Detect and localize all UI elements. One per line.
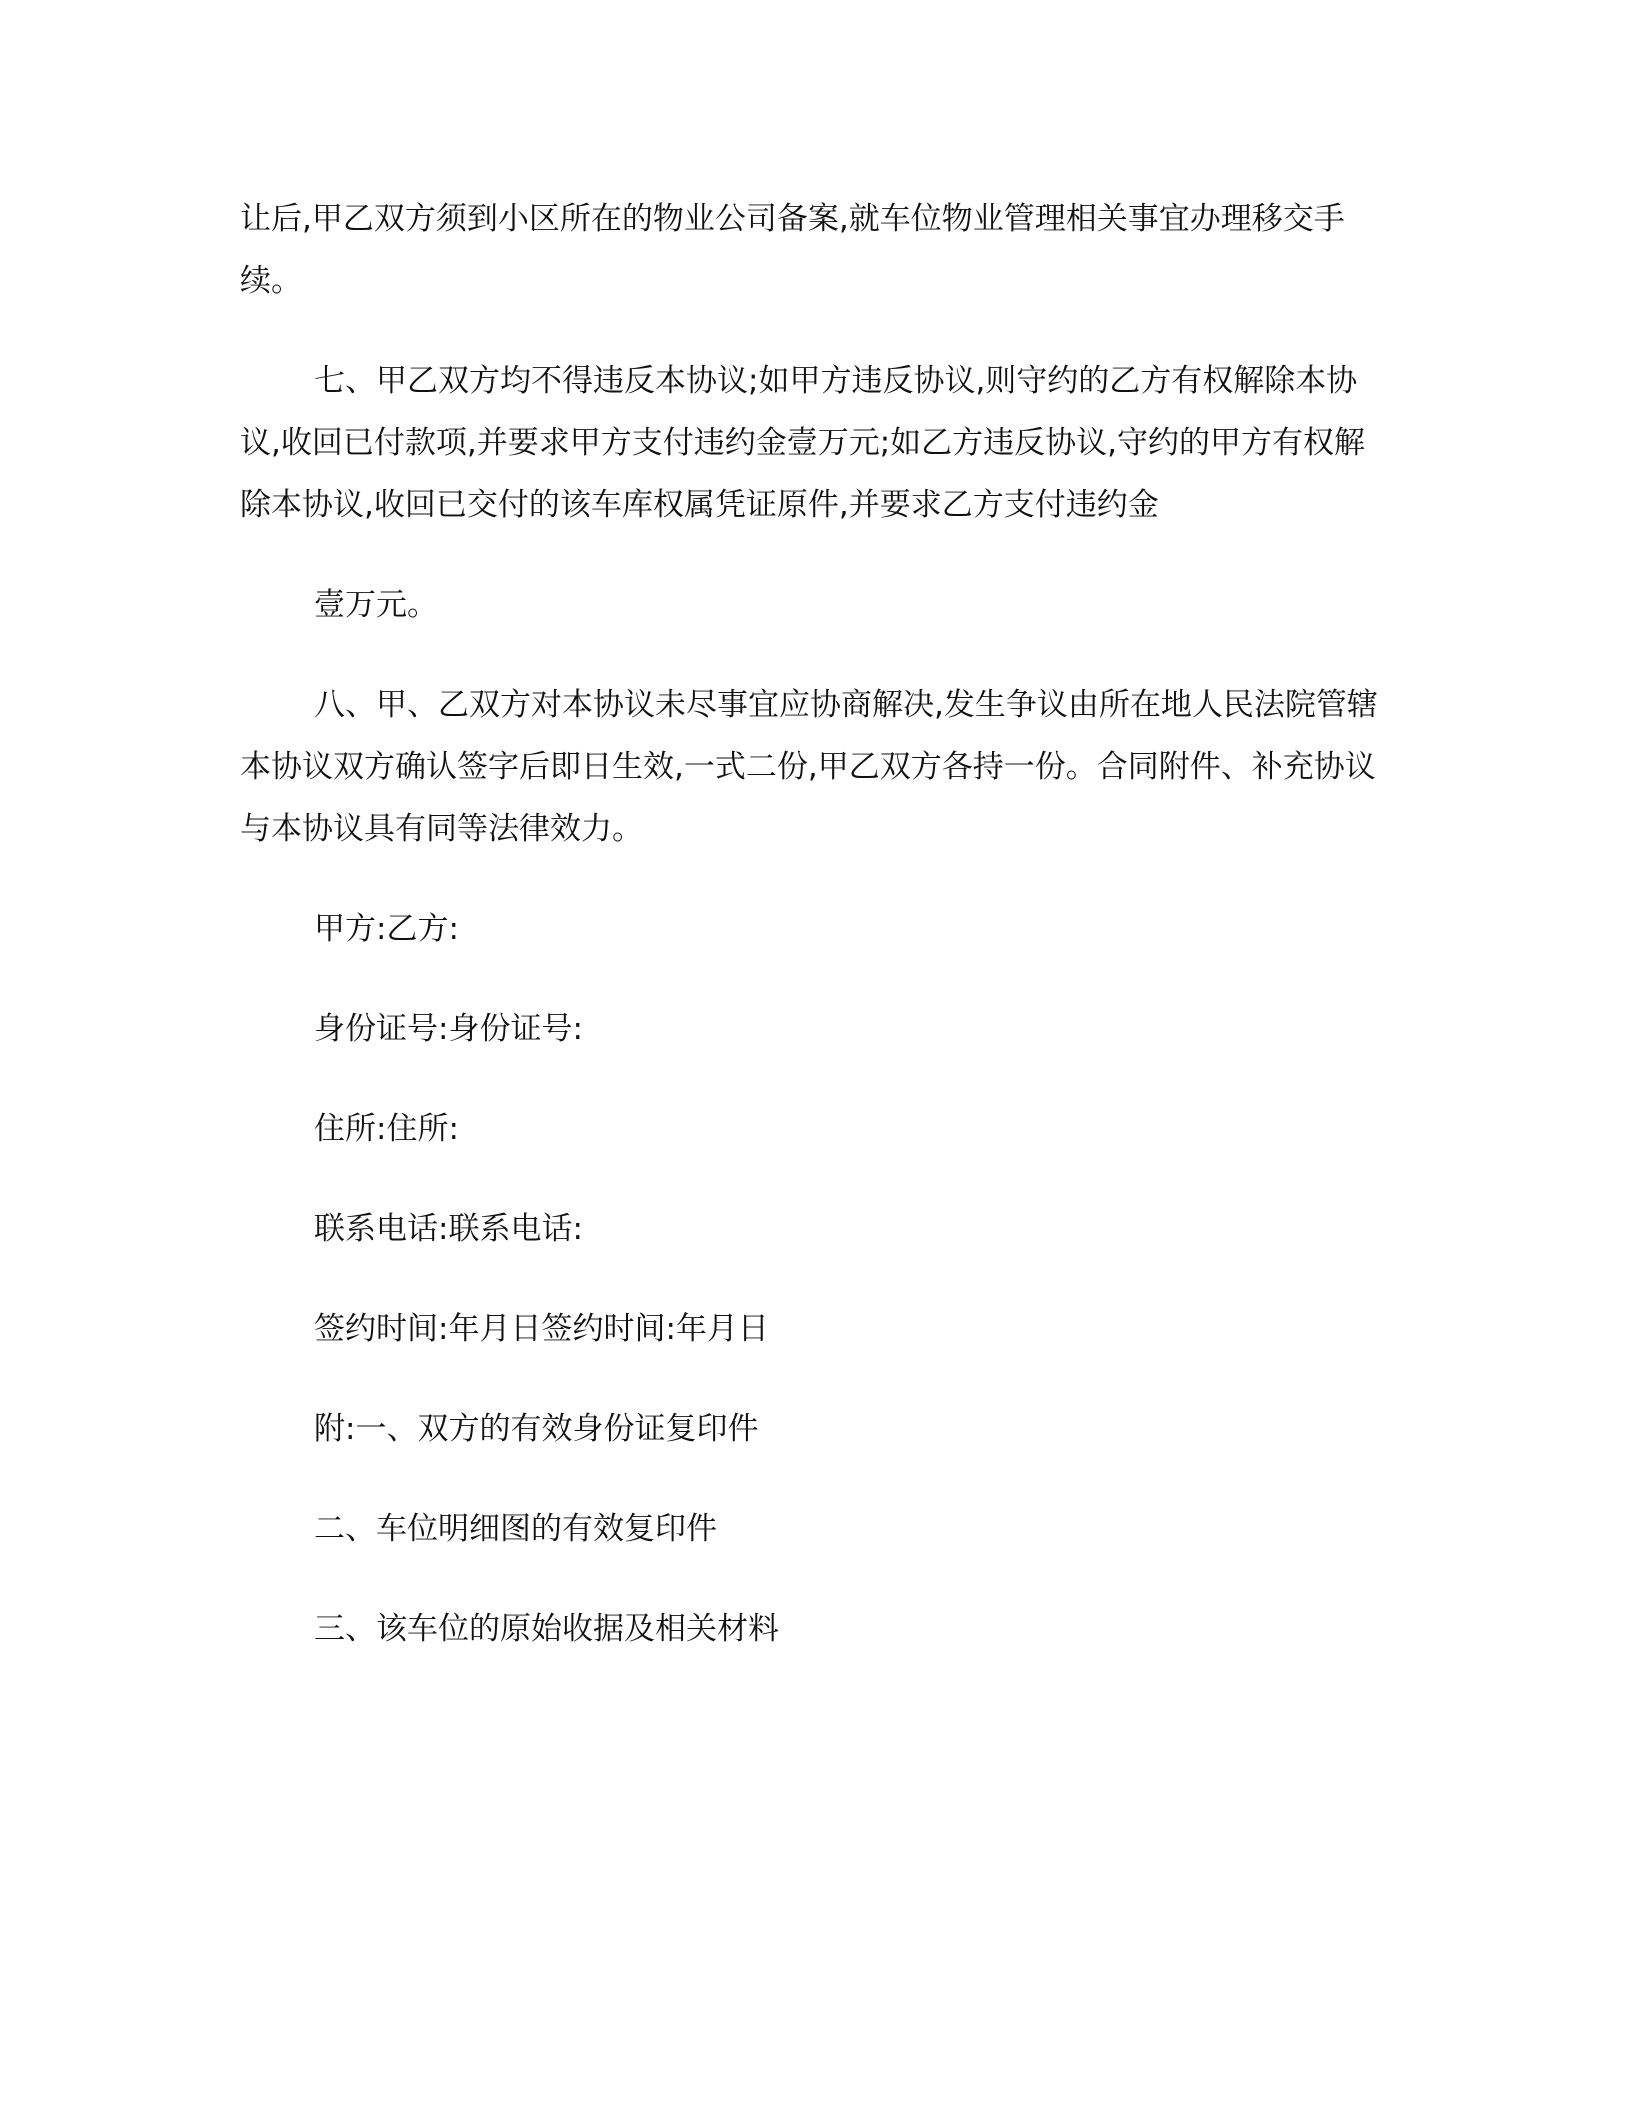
signature-phone-line: 联系电话:联系电话: bbox=[314, 1211, 583, 1247]
attachment-item-2: 二、车位明细图的有效复印件 bbox=[314, 1511, 717, 1547]
attachment-item-1: 附:一、双方的有效身份证复印件 bbox=[314, 1411, 759, 1447]
paragraph-gap bbox=[240, 1560, 1392, 1598]
paragraph-gap bbox=[240, 636, 1392, 674]
paragraph-gap bbox=[240, 1460, 1392, 1498]
document-body bbox=[240, 188, 1392, 1660]
paragraph-clause-7-continuation: 壹万元。 bbox=[314, 587, 438, 623]
paragraph-clause-7: 七、甲乙双方均不得违反本协议;如甲方违反协议,则守约的乙方有权解除本协议,收回已付款项,并要求甲方支付违约金壹万元;如乙方违反协议,守约的甲方有权解除本协议,收回已交付的该车库权属凭证原件,并要求乙方支付违约金 bbox=[240, 363, 1366, 523]
paragraph-gap bbox=[240, 960, 1392, 998]
paragraph-gap bbox=[240, 1260, 1392, 1298]
paragraph-gap bbox=[240, 860, 1392, 898]
paragraph-handover: 让后,甲乙双方须到小区所在的物业公司备案,就车位物业管理相关事宜办理移交手续。 bbox=[240, 201, 1345, 299]
signature-party-line: 甲方:乙方: bbox=[314, 911, 459, 947]
signature-address-line: 住所:住所: bbox=[314, 1111, 459, 1147]
signature-date-line: 签约时间:年月日签约时间:年月日 bbox=[314, 1311, 769, 1347]
paragraph-gap bbox=[240, 536, 1392, 574]
signature-id-line: 身份证号:身份证号: bbox=[314, 1011, 583, 1047]
paragraph-gap bbox=[240, 1160, 1392, 1198]
paragraph-gap bbox=[240, 1360, 1392, 1398]
paragraph-gap bbox=[240, 1060, 1392, 1098]
paragraph-clause-8: 八、甲、乙双方对本协议未尽事宜应协商解决,发生争议由所在地人民法院管辖本协议双方确认签字后即日生效,一式二份,甲乙双方各持一份。合同附件、补充协议与本协议具有同等法律效力。 bbox=[240, 687, 1378, 847]
attachment-item-3: 三、该车位的原始收据及相关材料 bbox=[314, 1611, 779, 1647]
paragraph-gap bbox=[240, 312, 1392, 350]
